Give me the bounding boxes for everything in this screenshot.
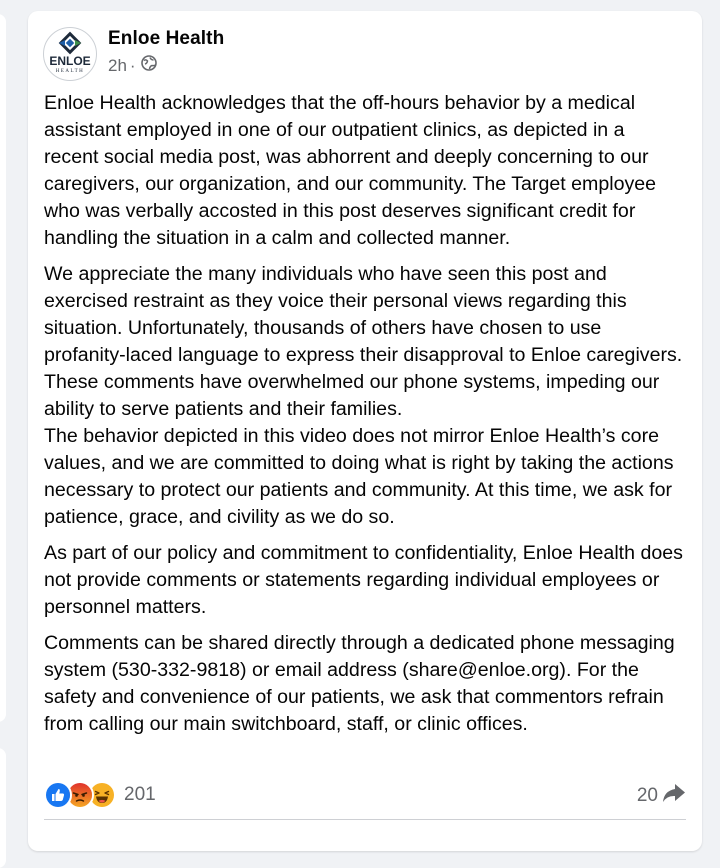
post-body bbox=[44, 90, 684, 747]
share-summary[interactable] bbox=[637, 782, 686, 810]
post-paragraph-4: As part of our policy and commitment to confidentiality, Enloe Health does not provide comments or statements regarding individual employees or personnel matters. bbox=[44, 542, 683, 618]
post-paragraph-2: We appreciate the many individuals who have seen this post and exercised restraint as they voice their personal views regarding this situation. Unfortunately, thousands of others have chosen to use profanity-laced language to express their disapproval to Enloe caregivers. These comments have overwhelmed our phone systems, impeding our ability to serve patients and their families. bbox=[44, 263, 683, 420]
page-avatar[interactable] bbox=[43, 27, 97, 81]
post-author[interactable]: Enloe Health bbox=[108, 28, 225, 49]
share-arrow-icon bbox=[658, 782, 686, 810]
post-paragraph-1: Enloe Health acknowledges that the off-hours behavior by a medical assistant employed in one of our outpatient clinics, as depicted in a recent social media post, was abhorrent and deeply concerning to our caregivers, our organization, and our community. The Target employee who was verbally accosted in this post deserves significant credit for handling the situation in a calm and collected manner. bbox=[44, 92, 657, 249]
reaction-summary[interactable] bbox=[44, 780, 156, 810]
previous-card-edge bbox=[0, 14, 6, 722]
post-paragraph-3: The behavior depicted in this video does not mirror Enloe Health’s core values, and we are committed to doing what is right by taking the actions necessary to protect our patients and community. At this time, we ask for patience, grace, and civility as we do so. bbox=[44, 425, 674, 528]
reaction-count[interactable]: 201 bbox=[124, 784, 156, 805]
logo-tagline: HEALTH bbox=[55, 69, 85, 74]
post-timestamp[interactable]: 2h bbox=[108, 55, 127, 75]
next-card-edge bbox=[0, 748, 6, 868]
meta-separator: · bbox=[129, 55, 136, 75]
logo-wordmark: ENLOE bbox=[49, 54, 91, 68]
facebook-post bbox=[28, 11, 702, 851]
enloe-logo bbox=[44, 28, 96, 80]
share-count: 20 bbox=[636, 785, 658, 806]
post-meta bbox=[108, 55, 157, 76]
globe-icon[interactable] bbox=[141, 55, 157, 76]
action-divider bbox=[44, 819, 686, 820]
like-icon bbox=[44, 781, 72, 809]
post-paragraph-5: Comments can be shared directly through a dedicated phone messaging system (530-332-9818) or email address (share@enloe.org). For the safety and convenience of our patients, we ask that commentors refrain from calling our main switchboard, staff, or clinic offices. bbox=[44, 632, 675, 735]
